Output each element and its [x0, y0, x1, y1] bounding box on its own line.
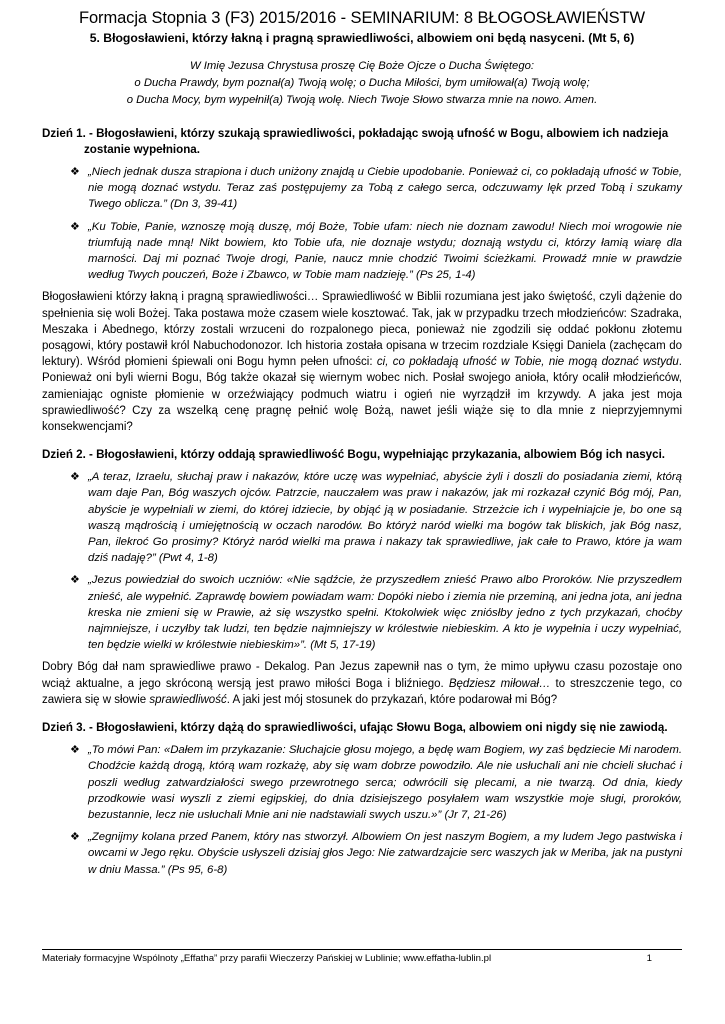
reflection-text: to streszczenie tego, co zawiera się w słowie — [42, 677, 682, 706]
day-3-quote — [42, 829, 682, 878]
day-2-quote — [42, 469, 682, 566]
page-title: Formacja Stopnia 3 (F3) 2015/2016 - SEMINARIUM: 8 BŁOGOSŁAWIEŃSTW — [79, 9, 645, 27]
quote-text: „To mówi Pan: «Dałem im przykazanie: Słuchajcie głosu mojego, a będę wam Bogiem, wy zaś będziecie Mi narodem. Chodźcie każdą drogą, którą wam rozkażę, aby się wam dobrze powodziło. Ale nie usłuchali ani nie chcieli słuchać i poszli według zatwardziałości swego przewrotnego serca; odwrócili się plecami, a nie twarzą. Od dnia, kiedy przodkowie wasi wyszli z ziemi egipskiej, do dnia dzisiejszego posyłałem wam wszystkie moje sługi, proroków, bezustannie, lecz nie usłuchali Mnie ani nie nadstawiali swych uszu.»” (Jr 7, 21-26) — [88, 744, 682, 821]
diamond-bullet-icon: ❖ — [70, 744, 80, 757]
quote-text: „A teraz, Izraelu, słuchaj praw i nakazów, które uczę was wypełniać, abyście żyli i doszli do posiadania ziemi, którą wam daje Pan, Bóg waszych ojców. Patrzcie, nauczałem was praw i nakazów, jak mi rozkazał czynić Bóg mój, Pan, abyście je wypełniali w ziemi, do której idziecie, by objąć ją w posiadanie. Strzeżcie ich i wypełniajcie je, bo one są waszą mądrością i umiejętnością w oczach narodów. Bo któryż naród wielki ma bogów tak bliskich, jak Bóg nasz, Pan, ilekroć Go prosimy? Któryż naród wielki ma prawa i nakazy tak sprawiedliwe, jak całe to Prawo, które ja wam dziś nadaję?” (Pwt 4, 1-8) — [88, 471, 682, 565]
page-subtitle: 5. Błogosławieni, którzy łakną i pragną sprawiedliwości, albowiem oni będą nasyceni. (Mt 5, 6) — [89, 31, 635, 45]
day-heading-text: Dzień 1. - Błogosławieni, którzy szukają sprawiedliwości, pokładając swoją ufność w Bogu, albowiem ich nadzieja — [42, 127, 669, 140]
document-page — [42, 8, 682, 878]
diamond-bullet-icon: ❖ — [70, 471, 80, 484]
reflection-text: . A jaki jest mój stosunek do przykazań, które podarował mi Bóg? — [226, 693, 558, 706]
page-number: 1 — [646, 953, 652, 964]
day-2-reflection — [42, 659, 682, 708]
day-2-quote — [42, 572, 682, 653]
day-2-heading: Dzień 2. - Błogosławieni, którzy oddają sprawiedliwość Bogu, wypełniając przykazania, albowiem Bóg ich nasyci. — [42, 448, 666, 462]
prayer-line: W Imię Jezusa Chrystusa proszę Cię Boże Ojcze o Ducha Świętego: — [189, 60, 535, 72]
reflection-text: Błogosławieni którzy łakną i pragną sprawiedliwości… Sprawiedliwość w Biblii rozumiana jest jako świętość, czyli dążenie do spełnienia się woli Bożej. Taka postawa może czasem wiele kosztować. Tak, jak w przypadku trzech młodzieńców: Szadraka, Meszaka i Abednego, którzy zostali wrzuceni do rozpalonego pieca, ponieważ nie zgodzili się oddać pokłonu złotemu posągowi, który postawił król Nabuchodonozor. Ich historia została opisana w trzecim rozdziale Księgi Daniela (zachęcam do lektury). Wśród płomieni śpiewali oni Bogu hymn pełen ufności: — [42, 291, 682, 369]
diamond-bullet-icon: ❖ — [70, 220, 80, 233]
reflection-italic: sprawiedliwość — [149, 693, 227, 706]
day-3-heading: Dzień 3. - Błogosławieni, którzy dążą do sprawiedliwości, ufając Słowu Boga, albowiem oni nigdy się nie zawiodą. — [42, 721, 668, 735]
day-1-reflection — [42, 289, 682, 435]
diamond-bullet-icon: ❖ — [70, 831, 80, 844]
reflection-text: . Ponieważ oni byli wierni Bogu, Bóg także okazał się wiernym wobec nich. Posłał swojego anioła, który ocalił młodzieńców, zamieniając ogniste płomienie w orzeźwiający podmuch wiatru i ogień nie wyrządził im krzywdy. A jaka jest moja sprawiedliwość? Czy za wszelką cenę pragnę pełnić wolę Bożą, nawet jeśli wiąże się to dla mnie z nieprzyjemnymi konsekwencjami? — [42, 356, 682, 434]
day-1-quote — [42, 164, 682, 213]
diamond-bullet-icon: ❖ — [70, 166, 80, 178]
quote-text: „Jezus powiedział do swoich uczniów: «Nie sądźcie, że przyszedłem znieść Prawo albo Proroków. Nie przyszedłem znieść, ale wypełnić. Zaprawdę bowiem powiadam wam: Dopóki niebo i ziemia nie przeminą, ani jedna jota, ani jedna kreska nie zmieni się w Prawie, aż się wszystko spełni. Ktokolwiek więc zniósłby jedno z tych przykazań, choćby najmniejsze, i uczyłby tak ludzi, ten będzie najmniejszy w królestwie niebieskim. A kto je wypełnia i uczy wypełniać, ten będzie wielki w królestwie niebieskim»”. (Mt 5, 17-19) — [88, 574, 682, 652]
quote-text: „Zegnijmy kolana przed Panem, który nas stworzył. Albowiem On jest naszym Bogiem, a my ludem Jego pastwiska i owcami w Jego ręku. Obyście usłyszeli dzisiaj głos Jego: Nie zatwardzajcie serc waszych jak w Meriba, jak na pustyni w dniu Massa.” (Ps 95, 6-8) — [88, 831, 682, 876]
reflection-text: Dobry Bóg dał nam sprawiedliwe prawo - Dekalog. Pan Jezus zapewnił nas o tym, że mimo upływu czasu pozostaje ono wciąż aktualne, a jego skróconą wersją jest prawo miłości Boga i bliźniego. — [42, 661, 682, 690]
footer-text: Materiały formacyjne Wspólnoty „Effatha” przy parafii Wieczerzy Pańskiej w Lublinie; www.effatha-lublin.pl — [42, 953, 492, 964]
page-footer — [42, 953, 682, 965]
day-heading-continuation: zostanie wypełniona. — [84, 143, 200, 156]
opening-prayer — [42, 58, 682, 109]
day-3-quote — [42, 742, 682, 823]
reflection-italic: Będziesz miłował… — [448, 677, 551, 690]
prayer-line: o Ducha Mocy, bym wypełnił(a) Twoją wolę. Niech Twoje Słowo stwarza mnie na nowo. Amen. — [126, 94, 598, 106]
footer-divider — [42, 949, 682, 950]
quote-text: „Niech jednak dusza strapiona i duch uniżony znajdą u Ciebie upodobanie. Ponieważ ci, co pokładają ufność w Tobie, nie mogą doznać wstydu. Teraz zaś postępujemy za Tobą z całego serca, odczuwamy lęk przed Tobą i szukamy Twego oblicza.” (Dn 3, 39-41) — [88, 166, 682, 211]
day-1-quote — [42, 219, 682, 284]
diamond-bullet-icon: ❖ — [70, 574, 80, 587]
reflection-italic: ci, co pokładają ufność w Tobie, nie mogą doznać wstydu — [376, 356, 679, 369]
prayer-line: o Ducha Prawdy, bym poznał(a) Twoją wolę; o Ducha Miłości, bym umiłował(a) Twoją wolę; — [134, 77, 590, 89]
quote-text: „Ku Tobie, Panie, wznoszę moją duszę, mój Boże, Tobie ufam: niech nie doznam zawodu! Niech moi wrogowie nie triumfują nade mną! Nikt bowiem, kto Tobie ufa, nie doznaje wstydu; doznają wstydu ci, którzy łamią wiarę dla marności. Daj mi poznać Twoje drogi, Panie, naucz mnie chodzić Twoimi ścieżkami. Prowadź mnie w prawdzie według Twych pouczeń, Boże i Zbawco, w Tobie mam nadzieję.” (Ps 25, 1-4) — [88, 220, 682, 282]
day-1-heading — [42, 126, 682, 158]
